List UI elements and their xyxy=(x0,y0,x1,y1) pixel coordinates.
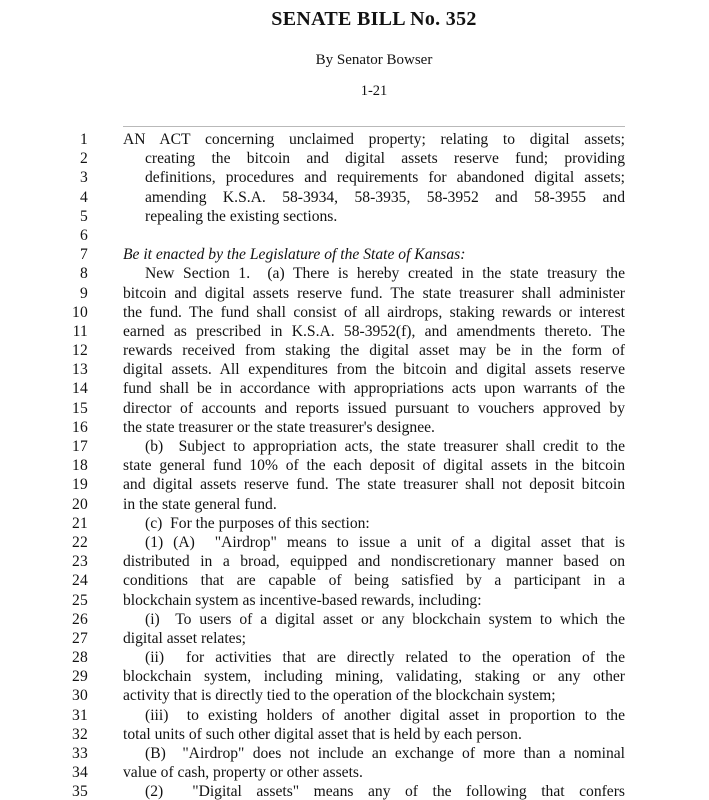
document-line xyxy=(0,533,709,552)
document-line xyxy=(0,610,709,629)
line-number: 5 xyxy=(80,207,88,225)
line-text: earned as prescribed in K.S.A. 58-3952(f), and amendments thereto. The xyxy=(123,322,625,340)
document-line xyxy=(0,763,709,782)
line-text: digital asset relates; xyxy=(123,629,246,647)
line-text: (1) (A) "Airdrop" means to issue a unit of a digital asset that is xyxy=(145,533,625,551)
line-text: (c) For the purposes of this section: xyxy=(145,514,370,532)
document-line xyxy=(0,706,709,725)
line-number: 8 xyxy=(80,265,88,283)
line-text: value of cash, property or other assets. xyxy=(123,764,363,782)
line-number: 1 xyxy=(80,131,88,148)
document-line xyxy=(0,744,709,763)
line-text: rewards received from staking the digital asset may be in the form of xyxy=(123,342,625,360)
line-number: 35 xyxy=(72,783,88,800)
line-number: 3 xyxy=(80,169,88,187)
line-text: blockchain system as incentive-based rewards, including: xyxy=(123,591,482,609)
line-number: 7 xyxy=(80,246,88,264)
line-text: creating the bitcoin and digital assets reserve fund; providing xyxy=(145,150,625,168)
document-line xyxy=(0,686,709,705)
line-number: 29 xyxy=(72,668,88,686)
line-number: 16 xyxy=(72,418,88,436)
line-number: 20 xyxy=(72,495,88,513)
document-line xyxy=(0,341,709,360)
line-number: 28 xyxy=(72,649,88,667)
document-line xyxy=(0,264,709,283)
document-line xyxy=(0,322,709,341)
document-line xyxy=(0,418,709,437)
line-text: in the state general fund. xyxy=(123,495,277,513)
document-line xyxy=(0,629,709,648)
line-number: 15 xyxy=(72,399,88,417)
line-text: director of accounts and reports issued pursuant to vouchers approved by xyxy=(123,399,625,417)
line-number: 24 xyxy=(72,572,88,590)
line-number: 23 xyxy=(72,553,88,571)
line-number: 22 xyxy=(72,533,88,551)
line-text: repealing the existing sections. xyxy=(145,207,338,225)
line-text: and digital assets reserve fund. The state treasurer shall not deposit bitcoin xyxy=(123,476,625,494)
line-text: bitcoin and digital assets reserve fund. The state treasurer shall administer xyxy=(123,284,625,302)
line-text: AN ACT concerning unclaimed property; relating to digital assets; xyxy=(123,131,625,148)
line-number: 26 xyxy=(72,610,88,628)
line-number: 19 xyxy=(72,476,88,494)
line-text: (ii) for activities that are directly related to the operation of the xyxy=(145,649,625,667)
line-text: (i) To users of a digital asset or any blockchain system to which the xyxy=(145,610,625,628)
document-line xyxy=(0,226,709,245)
line-text: New Section 1. (a) There is hereby created in the state treasury the xyxy=(145,265,625,283)
line-text: fund shall be in accordance with appropriations acts upon warrants of the xyxy=(123,380,625,398)
line-number: 18 xyxy=(72,457,88,475)
line-text: definitions, procedures and requirements for abandoned digital assets; xyxy=(145,169,625,187)
document-line xyxy=(0,456,709,475)
document-line xyxy=(0,667,709,686)
line-text: total units of such other digital asset that is held by each person. xyxy=(123,725,522,743)
line-text: conditions that are capable of being satisfied by a participant in a xyxy=(123,572,625,590)
line-number: 10 xyxy=(72,303,88,321)
document-line xyxy=(0,648,709,667)
line-number: 9 xyxy=(80,284,88,302)
document-line xyxy=(0,475,709,494)
document-line xyxy=(0,245,709,264)
line-text: (B) "Airdrop" does not include an exchange of more than a nominal xyxy=(145,745,625,762)
line-text: the fund. The fund shall consist of all airdrops, staking rewards or interest xyxy=(123,303,625,321)
document-line xyxy=(0,168,709,187)
bill-date-code: 1-21 xyxy=(360,83,388,99)
line-text: distributed in a broad, equipped and nondiscretionary manner based on xyxy=(123,553,625,571)
document-line xyxy=(0,303,709,322)
line-number: 6 xyxy=(80,226,88,244)
line-number: 14 xyxy=(72,380,88,398)
document-line xyxy=(0,591,709,610)
document-line xyxy=(0,495,709,514)
document-line xyxy=(0,284,709,303)
bill-title: SENATE BILL No. 352 xyxy=(271,8,477,30)
line-text: the state treasurer or the state treasurer's designee. xyxy=(123,418,435,436)
line-number: 11 xyxy=(72,322,88,340)
document-line xyxy=(0,552,709,571)
document-line xyxy=(0,188,709,207)
document-line xyxy=(0,149,709,168)
header-divider xyxy=(123,126,625,127)
line-number: 2 xyxy=(80,150,88,168)
line-number: 33 xyxy=(72,745,88,762)
line-number: 25 xyxy=(72,591,88,609)
line-number: 30 xyxy=(72,687,88,705)
line-text: Be it enacted by the Legislature of the State of Kansas: xyxy=(123,246,466,264)
line-number: 12 xyxy=(72,342,88,360)
line-text: state general fund 10% of the each deposit of digital assets in the bitcoin xyxy=(123,457,625,475)
document-line xyxy=(0,399,709,418)
document-line xyxy=(0,130,709,149)
bill-author: By Senator Bowser xyxy=(315,52,433,68)
line-number: 34 xyxy=(72,764,88,782)
line-number: 4 xyxy=(80,188,88,206)
document-line xyxy=(0,514,709,533)
document-body xyxy=(0,130,709,800)
line-number: 17 xyxy=(72,438,88,455)
line-text: digital assets. All expenditures from the bitcoin and digital assets reserve xyxy=(123,361,625,379)
line-text: amending K.S.A. 58-3934, 58-3935, 58-3952 and 58-3955 and xyxy=(145,188,625,206)
line-number: 21 xyxy=(72,514,88,532)
document-line xyxy=(0,379,709,398)
document-line xyxy=(0,571,709,590)
line-number: 13 xyxy=(72,361,88,379)
document-line xyxy=(0,360,709,379)
line-number: 27 xyxy=(72,629,88,647)
line-text xyxy=(123,226,625,245)
line-text: (b) Subject to appropriation acts, the state treasurer shall credit to the xyxy=(145,438,625,455)
document-line xyxy=(0,725,709,744)
document-line xyxy=(0,437,709,456)
document-line xyxy=(0,782,709,800)
line-text: blockchain system, including mining, validating, staking or any other xyxy=(123,668,625,686)
line-text: activity that is directly tied to the operation of the blockchain system; xyxy=(123,687,556,705)
line-number: 31 xyxy=(72,706,88,724)
line-text: (2) "Digital assets" means any of the following that confers xyxy=(145,783,625,800)
document-line xyxy=(0,207,709,226)
line-number: 32 xyxy=(72,725,88,743)
line-text: (iii) to existing holders of another digital asset in proportion to the xyxy=(145,706,625,724)
